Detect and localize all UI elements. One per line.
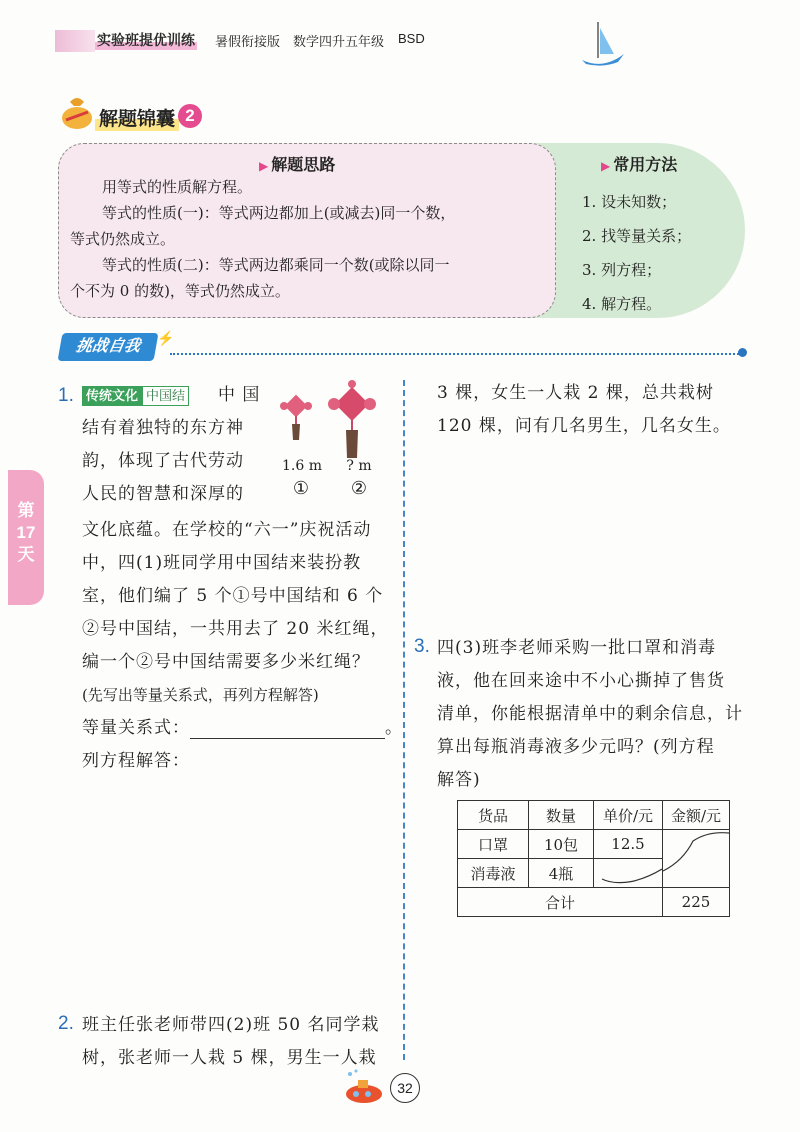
relation-label: 等量关系式： xyxy=(82,718,190,738)
relation-answer-blank[interactable] xyxy=(190,718,385,739)
q1-text: 室，他们编了 5 个①号中国结和 6 个 xyxy=(82,586,384,606)
book-series: 实验班提优训练 xyxy=(95,30,197,50)
book-edition: 暑假衔接版 xyxy=(215,34,281,49)
method-item: 2. 找等量关系； xyxy=(582,227,692,245)
q1-text: ②号中国结，一共用去了 20 米红绳， xyxy=(82,619,389,639)
day-tab xyxy=(8,470,44,605)
q1-text: 结有着独特的东方神 xyxy=(82,418,244,438)
question-number: 3. xyxy=(414,636,430,657)
knot1-mark: ① xyxy=(292,478,310,499)
chinese-knots-illustration xyxy=(278,378,388,460)
torn-edge xyxy=(594,859,662,887)
challenge-banner: 挑战自我 xyxy=(58,333,159,361)
section-number: 2 xyxy=(178,104,202,128)
table-header: 单价/元 xyxy=(594,801,663,830)
knot1-length: 1.6 m xyxy=(282,458,322,474)
thinking-line: 等式的性质(二)：等式两边都乘同一个数(或除以同一 xyxy=(102,256,450,274)
page-number: 32 xyxy=(390,1073,420,1103)
method-item: 3. 列方程； xyxy=(582,261,662,279)
q1-text: 人民的智慧和深厚的 xyxy=(82,484,244,504)
knot2-mark: ② xyxy=(350,478,368,499)
table-cell: 消毒液 xyxy=(458,859,529,888)
chinese-knot-icon xyxy=(328,380,376,458)
table-cell: 口罩 xyxy=(458,830,529,859)
thinking-title: ▶ 解题思路 xyxy=(259,155,336,174)
q3-text: 清单，你能根据清单中的剩余信息，计 xyxy=(437,704,743,724)
q2-text: 班主任张老师带四(2)班 50 名同学栽 xyxy=(82,1015,380,1035)
day-tab-text: 天 xyxy=(17,545,35,564)
table-header: 货品 xyxy=(458,801,529,830)
lightning-icon: ⚡ xyxy=(157,331,175,347)
thinking-line: 等式仍然成立。 xyxy=(70,230,176,248)
q3-text: 液，他在回来途中不小心撕掉了售货 xyxy=(437,671,725,691)
table-cell: 10包 xyxy=(529,830,594,859)
money-bag-icon xyxy=(58,92,96,130)
table-total-label: 合计 xyxy=(458,888,663,917)
day-tab-number: 17 xyxy=(16,523,36,542)
method-item: 1. 设未知数； xyxy=(582,193,677,211)
q1-text: 中，四(1)班同学用中国结来装扮教 xyxy=(82,553,362,573)
topic-tag: 中国结 xyxy=(142,386,189,406)
book-grade: 数学四升五年级 xyxy=(293,34,385,49)
q3-text: 四(3)班李老师采购一批口罩和消毒 xyxy=(437,638,717,658)
divider-dot xyxy=(738,348,747,357)
relation-row xyxy=(82,713,403,744)
challenge-divider xyxy=(170,353,742,355)
q1-text: 文化底蕴。在学校的“六一”庆祝活动 xyxy=(82,520,372,540)
q1-tags xyxy=(82,385,189,406)
q1-text: 韵，体现了古代劳动 xyxy=(82,451,244,471)
methods-title: ▶ 常用方法 xyxy=(601,155,678,174)
boat-icon xyxy=(578,20,628,70)
q1-text: 中 国 xyxy=(218,385,261,405)
table-header: 金额/元 xyxy=(663,801,730,830)
q2-text: 120 棵，问有几名男生，几名女生。 xyxy=(437,416,731,436)
book-code: BSD xyxy=(398,31,425,46)
method-item: 4. 解方程。 xyxy=(582,295,662,313)
torn-area xyxy=(663,830,730,888)
question-number: 2. xyxy=(58,1013,74,1034)
thinking-line: 用等式的性质解方程。 xyxy=(102,178,253,196)
table-row xyxy=(458,830,730,859)
q3-text: 解答) xyxy=(437,770,481,790)
thinking-content xyxy=(70,174,550,304)
knot2-length: ? m xyxy=(346,458,372,474)
thinking-line: 个不为 0 的数)，等式仍然成立。 xyxy=(70,282,290,300)
q2-text: 3 棵，女生一人栽 2 棵，总共栽树 xyxy=(437,383,714,403)
header-decoration xyxy=(55,30,95,52)
column-divider xyxy=(403,380,405,1060)
table-header: 数量 xyxy=(529,801,594,830)
question-number: 1. xyxy=(58,385,74,406)
category-tag: 传统文化 xyxy=(82,386,142,406)
solve-label: 列方程解答： xyxy=(82,751,190,771)
table-cell: 12.5 xyxy=(594,830,663,859)
thinking-line: 等式的性质(一)：等式两边都加上(或减去)同一个数， xyxy=(102,204,456,222)
q1-text: 编一个②号中国结需要多少米红绳？ xyxy=(82,652,370,672)
table-total-value: 225 xyxy=(663,888,730,917)
chinese-knot-icon xyxy=(280,395,312,440)
q2-text: 树，张老师一人栽 5 棵，男生一人栽 xyxy=(82,1048,377,1068)
relation-end: 。 xyxy=(385,718,403,738)
q1-hint: (先写出等量关系式，再列方程解答) xyxy=(82,686,319,704)
q3-text: 算出每瓶消毒液多少元吗？(列方程 xyxy=(437,737,715,757)
table-row xyxy=(458,888,730,917)
torn-area xyxy=(594,859,663,888)
table-cell: 4瓶 xyxy=(529,859,594,888)
submarine-icon xyxy=(340,1068,390,1108)
methods-list xyxy=(582,185,691,321)
section-title: 解题锦囊 xyxy=(95,104,179,131)
receipt-table xyxy=(457,800,730,917)
table-row xyxy=(458,801,730,830)
day-tab-text: 第 xyxy=(17,501,35,520)
torn-edge xyxy=(663,831,729,887)
